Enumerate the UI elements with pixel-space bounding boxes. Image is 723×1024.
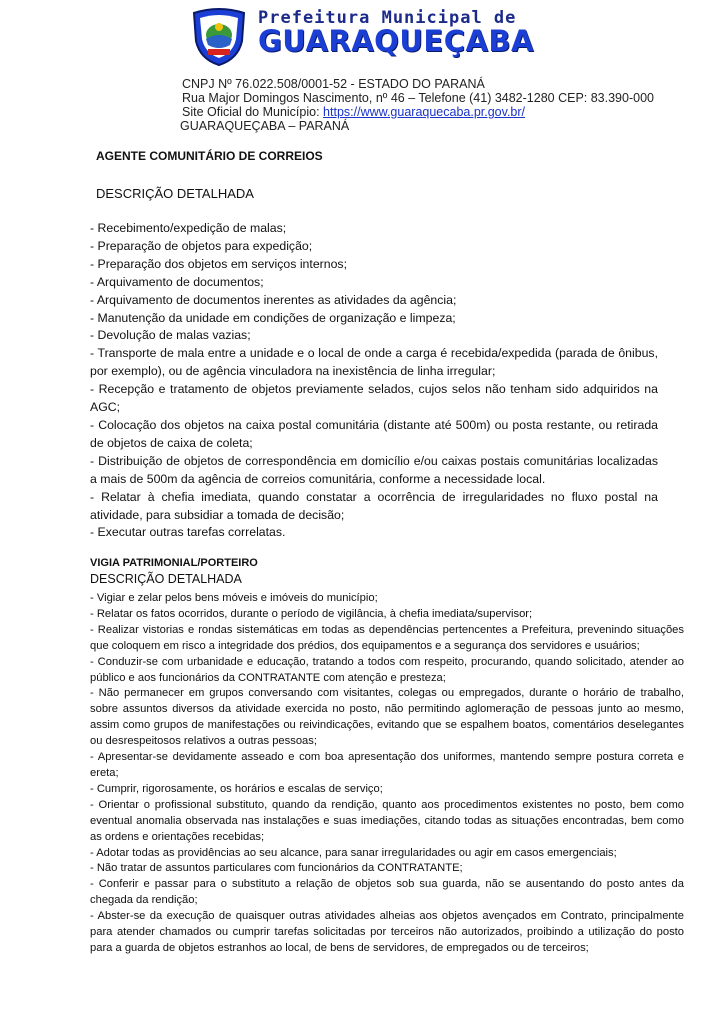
list-item: - Arquivamento de documentos; bbox=[90, 274, 264, 289]
list-item: - Adotar todas as providências ao seu alcance, para sanar irregularidades ou agir em casos emergenciais; bbox=[90, 846, 617, 859]
section-2-subtitle: DESCRIÇÃO DETALHADA bbox=[90, 572, 242, 586]
list-item: - Recepção e tratamento de objetos previamente selados, cujos selos não tenham sido adquiridos na AGC; bbox=[90, 382, 658, 415]
list-item: - Vigiar e zelar pelos bens móveis e imóveis do município; bbox=[90, 592, 378, 604]
list-item: - Abster-se da execução de quaisquer outras atividades alheias aos objetos avençados em Contrato, principalmente para atender chamados ou cumprir tarefas solicitadas por terceiros não autorizados, proibindo a utilização do posto para a guarda de objetos estranhos ao local, de bens de servidores, de empregados ou de terceiros; bbox=[90, 910, 684, 954]
section-2-title: VIGIA PATRIMONIAL/PORTEIRO bbox=[90, 557, 258, 569]
list-item: - Não permanecer em grupos conversando com visitantes, colegas ou empregados, durante o horário de trabalho, sobre assuntos diversos da atividade exercida no posto, não permitindo aglomeração de pessoas junto ao mesmo, assim como grupos de manifestações ou reivindicações, evitando que se espalhem boatos, comentários deselegantes ou desrespeitosos relativos a outras pessoas; bbox=[90, 687, 684, 748]
section-1-title: AGENTE COMUNITÁRIO DE CORREIOS bbox=[96, 149, 323, 163]
site-prefix: Site Oficial do Município: bbox=[182, 105, 324, 119]
list-item: - Arquivamento de documentos inerentes as atividades da agência; bbox=[90, 292, 457, 307]
list-item: - Executar outras tarefas correlatas. bbox=[90, 525, 286, 540]
list-item: - Cumprir, rigorosamente, os horários e escalas de serviço; bbox=[90, 782, 383, 795]
site-link[interactable]: https://www.guaraquecaba.pr.gov.br/ bbox=[323, 105, 526, 119]
list-item: - Não tratar de assuntos particulares com funcionários da CONTRATANTE; bbox=[90, 862, 463, 875]
list-item: - Conduzir-se com urbanidade e educação, tratando a todos com respeito, procurando, quando solicitado, atender ao público e aos funcionários da CONTRATANTE com atenção e presteza; bbox=[90, 655, 684, 684]
list-item: - Relatar os fatos ocorridos, durante o período de vigilância, à chefia imediata/supervisor; bbox=[90, 607, 533, 620]
city-line: GUARAQUEÇABA – PARANÁ bbox=[180, 119, 350, 133]
section-2-list bbox=[90, 591, 684, 957]
cnpj-line: CNPJ Nº 76.022.508/0001-52 - ESTADO DO PARANÁ bbox=[182, 77, 485, 91]
list-item: - Apresentar-se devidamente asseado e com boa apresentação dos uniformes, mantendo sempre postura correta e ereta; bbox=[90, 751, 684, 779]
list-item: - Manutenção da unidade em condições de organização e limpeza; bbox=[90, 310, 456, 325]
list-item: - Colocação dos objetos na caixa postal comunitária (distante até 500m) ou posta restante, ou retirada de objetos de caixa de coleta; bbox=[90, 417, 658, 450]
list-item: - Devolução de malas vazias; bbox=[90, 328, 251, 343]
site-line bbox=[182, 105, 525, 119]
section-1-list bbox=[90, 220, 658, 542]
list-item: - Conferir e passar para o substituto a relação de objetos sob sua guarda, não se ausentando do posto antes da chegada da rendição; bbox=[90, 878, 684, 907]
list-item: - Distribuição de objetos de correspondência em domicílio e/ou caixas postais comunitárias localizadas a mais de 500m da agência de correios comunitária, conforme a necessidade local. bbox=[90, 453, 658, 486]
list-item: - Preparação dos objetos em serviços internos; bbox=[90, 256, 347, 271]
section-1-subtitle: DESCRIÇÃO DETALHADA bbox=[96, 186, 254, 201]
list-item: - Orientar o profissional substituto, quando da rendição, quanto aos procedimentos existentes no posto, bem como eventual anomalia observada nas instalações e suas imediações, citando todas as situações encontradas, bem como as ordens e orientações recebidas; bbox=[90, 798, 684, 843]
list-item: - Realizar vistorias e rondas sistemáticas em todas as dependências pertencentes a Prefeitura, prevenindo situações que coloquem em risco a integridade dos prédios, dos equipamentos e a segurança dos servidores e usuários; bbox=[90, 623, 684, 652]
brand-main-text: GUARAQUEÇABA bbox=[258, 24, 534, 58]
list-item: - Transporte de mala entre a unidade e o local de onde a carga é recebida/expedida (parada de ônibus, por exemplo), ou de agência vinculadora na inexistência de linha irregular; bbox=[90, 346, 658, 379]
brand-top-text: Prefeitura Municipal de bbox=[258, 8, 517, 28]
list-item: - Recebimento/expedição de malas; bbox=[90, 221, 287, 235]
list-item: - Relatar à chefia imediata, quando constatar a ocorrência de irregularidades no fluxo postal na atividade, para subsidiar a tomada de decisão; bbox=[90, 489, 658, 522]
municipal-crest-logo bbox=[190, 5, 248, 67]
address-line: Rua Major Domingos Nascimento, nº 46 – Telefone (41) 3482-1280 CEP: 83.390-000 bbox=[182, 91, 654, 105]
list-item: - Preparação de objetos para expedição; bbox=[90, 238, 313, 253]
